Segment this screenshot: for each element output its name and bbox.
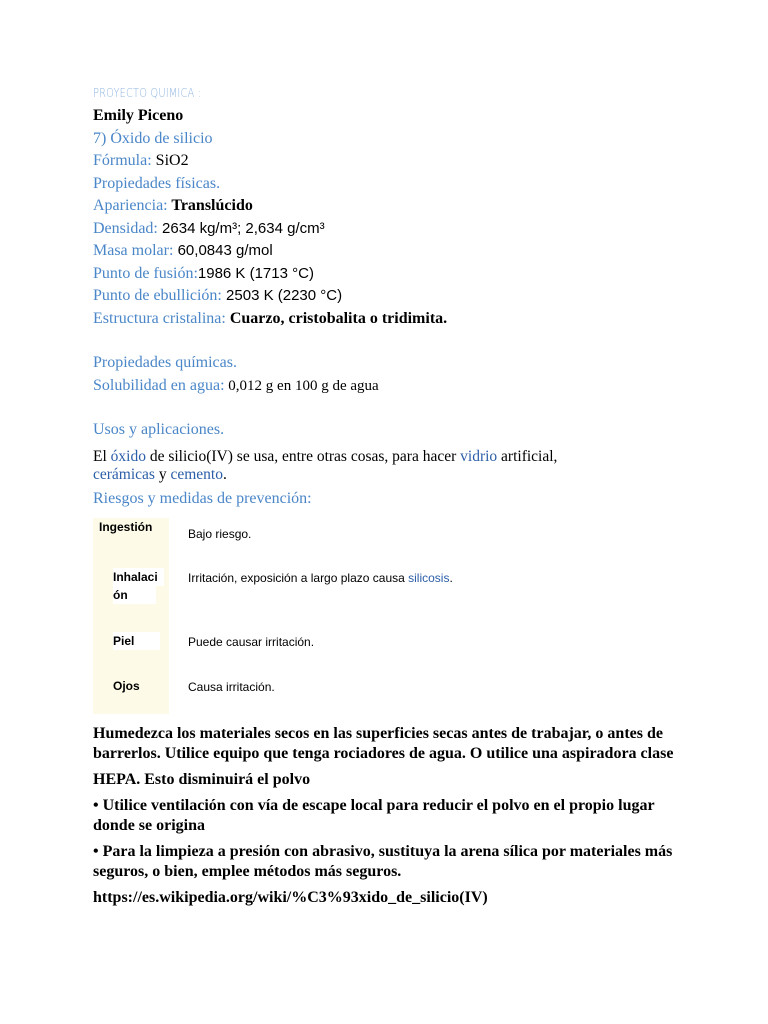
property-masa-molar (93, 240, 683, 263)
uses-text: de silicio(IV) se usa, entre otras cosas, para hacer (145, 447, 461, 465)
solubility-line (93, 375, 683, 398)
uses-paragraph (93, 448, 683, 484)
chemical-heading: Propiedades químicas. (93, 354, 237, 371)
risk-value-piel: Puede causar irritación. (188, 635, 315, 649)
property-label: Apariencia: (93, 197, 168, 214)
measures-paragraph-1: Humedezca los materiales secos en las superficies secas antes de trabajar, o antes de barrerlos. Utilice equipo que tenga rociadores de agua. O utilice una aspiradora clase (93, 725, 674, 762)
link-silicosis[interactable]: silicosis (408, 571, 450, 585)
spacer (93, 330, 683, 352)
measures-paragraph-2: HEPA. Esto disminuirá el polvo (93, 771, 311, 788)
link-oxido[interactable]: óxido (110, 447, 146, 465)
formula-line (93, 150, 683, 173)
project-label: PROYECTO QUIMICA : (93, 86, 202, 100)
property-value: Translúcido (167, 197, 253, 214)
link-cemento[interactable]: cemento (170, 465, 223, 483)
property-label: Masa molar: (93, 242, 174, 259)
formula-value: SiO2 (151, 152, 189, 169)
formula-label: Fórmula: (93, 152, 152, 169)
property-apariencia (93, 195, 683, 218)
property-label: Punto de ebullición: (93, 287, 222, 304)
risk-label-ojos (113, 677, 140, 695)
risks-heading: Riesgos y medidas de prevención: (93, 489, 312, 507)
physical-heading: Propiedades físicas. (93, 174, 221, 192)
source-url: https://es.wikipedia.org/wiki/%C3%93xido_de_silicio(IV) (93, 889, 488, 906)
property-label: Estructura cristalina: (93, 309, 226, 327)
property-estructura (93, 308, 683, 331)
property-label: Densidad: (93, 219, 158, 237)
property-value: 1986 K (1713 °C) (197, 264, 314, 282)
property-value: 2503 K (2230 °C) (221, 287, 343, 304)
risk-value-text: Irritación, exposición a largo plazo causa (188, 571, 409, 585)
risk-label-text: Ingestión (99, 520, 153, 534)
risk-label-piel (113, 632, 160, 650)
risk-value-ojos: Causa irritación. (188, 680, 275, 694)
risk-label-text: Piel (113, 632, 160, 650)
uses-text: El (93, 447, 111, 465)
property-punto-ebullicion (93, 285, 683, 308)
property-value: 60,0843 g/mol (173, 242, 273, 259)
student-name: Emily Piceno (93, 107, 184, 124)
document-body (93, 86, 683, 908)
uses-text: . (222, 465, 227, 483)
property-densidad (93, 218, 683, 241)
risk-value-ingestion: Bajo riesgo. (188, 527, 252, 541)
measures-bullet-2: • Para la limpieza a presión con abrasivo, sustituya la arena sílica por materiales más seguros, o bien, emplee métodos más seguros. (93, 843, 673, 880)
compound-title: 7) Óxido de silicio (93, 129, 213, 147)
risk-value-inhalacion (188, 570, 453, 586)
risk-label-text: Ojos (113, 679, 140, 693)
link-ceramicas[interactable]: cerámicas (93, 465, 155, 483)
risk-label-inhalacion (113, 568, 164, 604)
property-punto-fusion (93, 263, 683, 286)
uses-heading: Usos y aplicaciones. (93, 421, 225, 438)
uses-text: artificial, (497, 447, 558, 465)
solubility-value: 0,012 g en 100 g de agua (224, 377, 379, 394)
property-value: 2634 kg/m³; 2,634 g/cm³ (157, 219, 325, 237)
uses-text: y (154, 465, 171, 483)
solubility-label: Solubilidad en agua: (93, 376, 225, 394)
measures-section (93, 724, 683, 908)
property-value: Cuarzo, cristobalita o tridimita. (225, 309, 448, 327)
spacer (93, 397, 683, 419)
risk-table (93, 518, 683, 714)
risk-label-ingestion (99, 518, 152, 536)
risk-value-text: . (449, 571, 453, 585)
measures-bullet-1: • Utilice ventilación con vía de escape local para reducir el polvo en el propio lugar donde se origina (93, 797, 655, 834)
risk-label-text: ón (113, 586, 156, 604)
risk-label-text: Inhalaci (113, 568, 164, 586)
link-vidrio[interactable]: vidrio (460, 447, 498, 465)
property-label: Punto de fusión: (93, 264, 198, 282)
